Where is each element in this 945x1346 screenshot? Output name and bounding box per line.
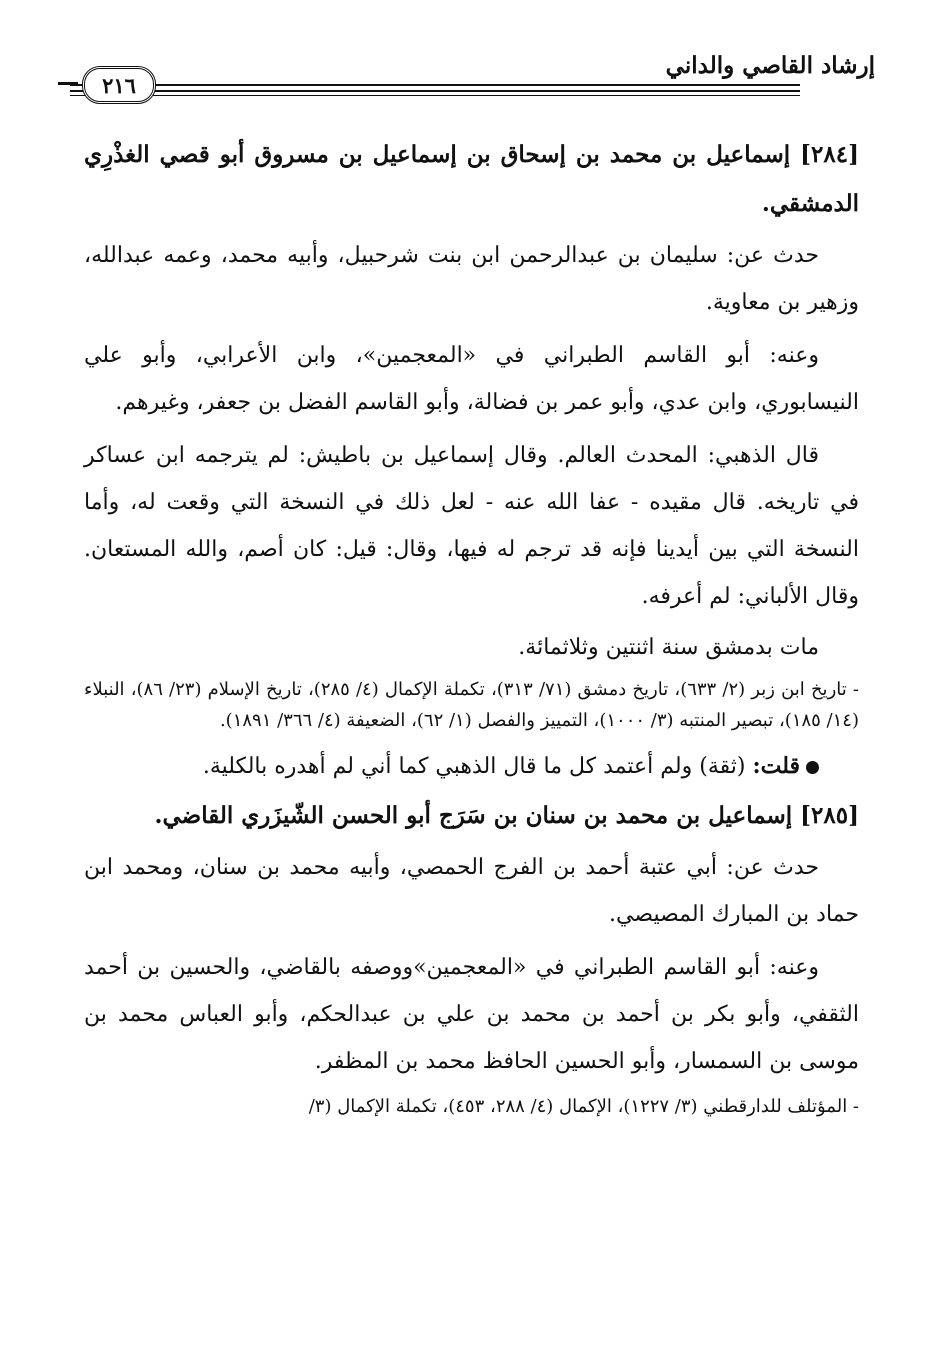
sources-list: - تاريخ ابن زبر (٢/ ٦٣٣)، تاريخ دمشق (٧١/ ٣١٣)، تكملة الإكمال (٤/ ٢٨٥)، تاريخ الإسلام (٢٣/ ٨٦)، النبلاء (١٤/ ١٨٥)، تبصير المنتبه (٣/ ١٠٠٠)، التمييز والفصل (١/ ٦٢)، الضعيفة (٤/ ٣٦٦/ ١٨٩١). xyxy=(84,679,859,731)
running-title: إرشاد القاصي والداني xyxy=(665,52,875,79)
verdict xyxy=(84,744,859,789)
entry-title: [٢٨٤] إسماعيل بن محمد بن إسحاق بن إسماعيل بن مسروق أبو قصي الغذْرِي الدمشقي. xyxy=(84,141,859,217)
verdict-text: (ثقة) ولم أعتمد كل ما قال الذهبي كما أني لم أهدره بالكلية. xyxy=(202,754,746,779)
entry-title: [٢٨٥] إسماعيل بن محمد بن سنان بن سَرَج أبو الحسن الشّيزَري القاضي. xyxy=(154,802,859,829)
commentary: قال الذهبي: المحدث العالم. وقال إسماعيل بن باطيش: لم يترجمه ابن عساكر في تاريخه. قال مقيده - عفا الله عنه - لعل ذلك في النسخة التي وقعت له، وأما النسخة التي بين أيدينا فإنه قد ترجم له فيها، وقال: قيل: كان أصم، والله المستعان. وقال الألباني: لم أعرفه. xyxy=(84,443,859,609)
narrators: وعنه: أبو القاسم الطبراني في «المعجمين»، وابن الأعرابي، وأبو علي النيسابوري، وابن عدي، وأبو عمر بن فضالة، وأبو القاسم الفضل بن جعفر، وغيرهم. xyxy=(84,343,859,415)
header-rule xyxy=(70,84,800,86)
page-body xyxy=(84,130,859,1130)
header-dash xyxy=(58,82,78,85)
header-rule xyxy=(70,95,800,96)
page-header xyxy=(70,38,875,108)
verdict-label: قلت: xyxy=(752,753,800,779)
sources-list: - المؤتلف للدارقطني (٣/ ١٢٢٧)، الإكمال (٤/ ٢٨٨، ٤٥٣)، تكملة الإكمال (٣/ xyxy=(308,1096,859,1117)
header-rule xyxy=(70,90,800,92)
narrators: وعنه: أبو القاسم الطبراني في «المعجمين»ووصفه بالقاضي، والحسين بن أحمد الثقفي، وأبو بكر بن أحمد بن محمد بن علي بن عبدالحكم، وأبو العباس محمد بن موسى بن السمسار، وأبو الحسين الحافظ محمد بن المظفر. xyxy=(84,955,859,1074)
death-note: مات بدمشق سنة اثنتين وثلاثمائة. xyxy=(518,635,819,660)
bullet-dot-icon xyxy=(806,761,819,774)
page-number: ٢١٦ xyxy=(82,66,156,104)
narrated-from: حدث عن: أبي عتبة أحمد بن الفرج الحمصي، وأبيه محمد بن سنان، ومحمد ابن حماد بن المبارك المصيصي. xyxy=(84,855,859,927)
narrated-from: حدث عن: سليمان بن عبدالرحمن ابن بنت شرحبيل، وأبيه محمد، وعمه عبدالله، وزهير بن معاوية. xyxy=(84,243,859,315)
